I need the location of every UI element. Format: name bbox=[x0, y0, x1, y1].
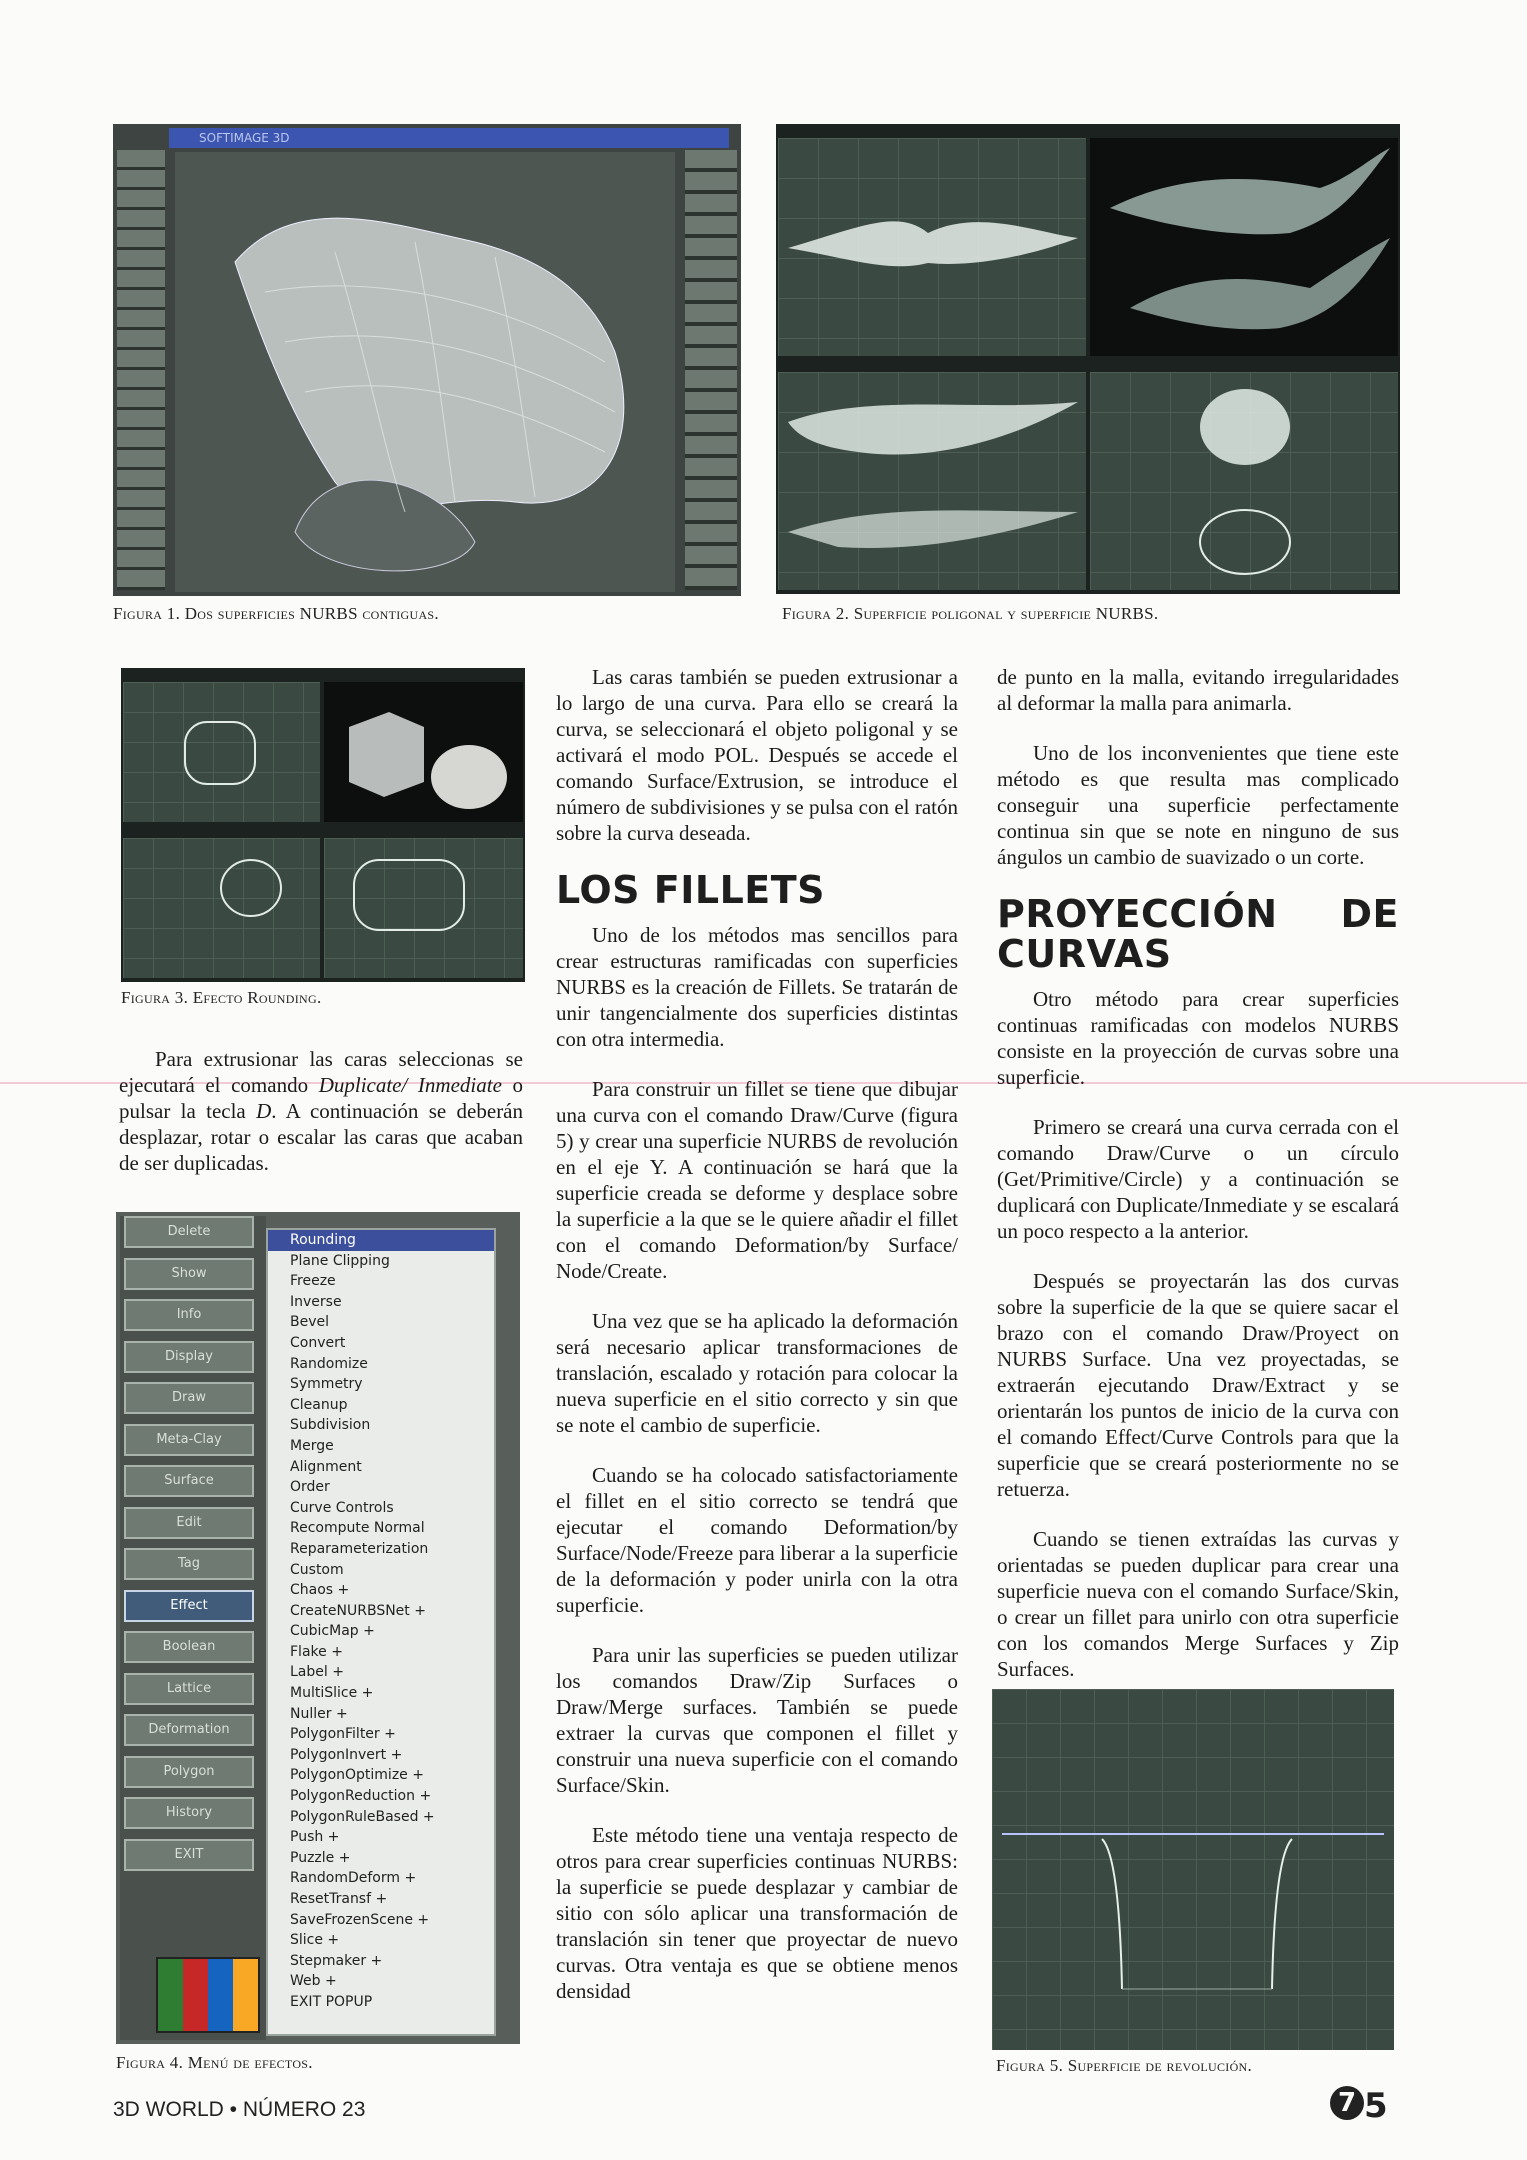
menu-button-deformation[interactable]: Deformation bbox=[124, 1714, 254, 1746]
effects-dropdown-menu bbox=[266, 1228, 496, 2036]
menu-item[interactable]: Stepmaker + bbox=[290, 1952, 383, 1969]
col1-paragraph-1: Para extrusionar las caras seleccionas se ejecutará el comando Duplicate/ Inmediate o pulsar la tecla D. A continuación se deberán desplazar, rotar o escalar las caras que acaban de ser duplicadas. bbox=[119, 1047, 524, 1175]
figure-5-caption: Figura 5. Superficie de revolución. bbox=[996, 2056, 1253, 2075]
figure-3-caption: Figura 3. Efecto Rounding. bbox=[121, 988, 322, 1007]
page-number bbox=[1330, 2086, 1388, 2126]
col3-paragraph-6: Cuando se tienen extraídas las curvas y orientadas se pueden duplicar para crear una superficie nueva con el comando Surface/Skin, o crear un fillet para unirlo con otra superficie con los comandos Merge Surfaces y Zip Surfaces. bbox=[997, 1527, 1399, 1681]
menu-button-lattice[interactable]: Lattice bbox=[124, 1673, 254, 1705]
page-number-rest: 5 bbox=[1364, 2086, 1388, 2126]
col2-paragraph-2: Uno de los métodos mas sencillos para crear estructuras ramificadas con superficies NURBS es la creación de Fillets. Se tratarán de unir tangencialmente dos superficies distintas con otra intermedia. bbox=[556, 923, 958, 1051]
rounding-viewport-3 bbox=[123, 838, 320, 978]
page-number-circled-digit: 7 bbox=[1330, 2086, 1364, 2120]
menu-item[interactable]: Custom bbox=[290, 1561, 344, 1578]
col3-paragraph-5: Después se proyectarán las dos curvas sobre la superficie de la que se quiere sacar el brazo con el comando Draw/Proyect on NURBS Surface. Una vez proyectadas, se extraerán ejecutando Draw/Extract y se orientarán los puntos de inicio de la curva con el comando Effect/Curve Controls para que la superficie que se creará posteriormente no se retuerza. bbox=[997, 1269, 1399, 1501]
menu-item[interactable]: Inverse bbox=[290, 1293, 342, 1310]
menu-item[interactable]: Push + bbox=[290, 1829, 340, 1846]
menu-item[interactable]: Randomize bbox=[290, 1355, 368, 1372]
menu-item[interactable]: Subdivision bbox=[290, 1417, 371, 1434]
menu-button-boolean[interactable]: Boolean bbox=[124, 1631, 254, 1663]
menu-button-polygon[interactable]: Polygon bbox=[124, 1756, 254, 1788]
nurbs-viewport bbox=[175, 152, 675, 592]
menu-item[interactable]: Recompute Normal bbox=[290, 1520, 425, 1537]
menu-item[interactable]: Plane Clipping bbox=[290, 1252, 390, 1269]
figure-2-image bbox=[776, 124, 1400, 594]
menu-item[interactable]: CubicMap + bbox=[290, 1623, 375, 1640]
menu-button-history[interactable]: History bbox=[124, 1797, 254, 1829]
rounding-viewport-1 bbox=[123, 682, 320, 822]
col2-paragraph-7: Este método tiene una ventaja respecto de otros para crear superficies continuas NURBS: la superficie se puede desplazar y cambiar de sitio con sólo aplicar una transformación de translación sin tener que proyectar de nuevo curvas. Otra ventaja es que se obtiene menos densidad bbox=[556, 1823, 958, 2003]
col3-paragraph-2: Uno de los inconvenientes que tiene este método es que resulta mas complicado conseguir una superficie perfectamente continua sin que se note en ninguno de sus ángulos un cambio de suavizado o un corte. bbox=[997, 741, 1399, 869]
menu-item[interactable]: RandomDeform + bbox=[290, 1870, 417, 1887]
menu-button-edit[interactable]: Edit bbox=[124, 1507, 254, 1539]
menu-button-effect[interactable]: Effect bbox=[124, 1590, 254, 1622]
menu-button-tag[interactable]: Tag bbox=[124, 1548, 254, 1580]
column-3-text bbox=[997, 664, 1399, 1706]
menu-item[interactable]: Reparameterization bbox=[290, 1540, 429, 1557]
left-toolbar bbox=[117, 150, 165, 590]
menu-item[interactable]: Alignment bbox=[290, 1458, 362, 1475]
color-palette bbox=[156, 1957, 260, 2033]
menu-item[interactable]: MultiSlice + bbox=[290, 1685, 374, 1702]
menu-item[interactable]: Chaos + bbox=[290, 1582, 350, 1599]
menu-item[interactable]: PolygonOptimize + bbox=[290, 1767, 424, 1784]
figure-2-caption: Figura 2. Superficie poligonal y superficie NURBS. bbox=[782, 604, 1159, 623]
right-toolbar bbox=[685, 150, 737, 590]
magazine-footer: 3D WORLD • NÚMERO 23 bbox=[113, 2098, 366, 2121]
figure-5-image bbox=[992, 1689, 1394, 2050]
menu-button-show[interactable]: Show bbox=[124, 1258, 254, 1290]
col3-paragraph-4: Primero se creará una curva cerrada con el comando Draw/Curve o un círculo (Get/Primitive/Circle) y a continuación se duplicará con Duplicate/Inmediate y se escalará un poco respecto a la anterior. bbox=[997, 1115, 1399, 1243]
viewport-top-right bbox=[1090, 138, 1398, 356]
menu-item[interactable]: Convert bbox=[290, 1334, 346, 1351]
menu-item[interactable]: Rounding bbox=[268, 1230, 494, 1251]
menu-item[interactable]: Merge bbox=[290, 1437, 334, 1454]
menu-button-delete[interactable]: Delete bbox=[124, 1216, 254, 1248]
menu-button-surface[interactable]: Surface bbox=[124, 1465, 254, 1497]
col2-paragraph-6: Para unir las superficies se pueden utilizar los comandos Draw/Zip Surfaces o Draw/Merge surfaces. También se puede extraer la curvas que componen el fillet y construir una nueva superficie con el comando Surface/Skin. bbox=[556, 1643, 958, 1797]
menu-item[interactable]: Freeze bbox=[290, 1273, 336, 1290]
col2-paragraph-1: Las caras también se pueden extrusionar a lo largo de una curva. Para ello se creará la curva, se seleccionará el objeto poligonal y se activará el modo POL. Después se accede el comando Surface/Extrusion, se introduce el número de subdivisiones y se pulsa con el ratón sobre la curva deseada. bbox=[556, 665, 958, 845]
heading-proyeccion-de-curvas: PROYECCIÓN DE CURVAS bbox=[997, 892, 1399, 976]
menu-item[interactable]: Symmetry bbox=[290, 1376, 363, 1393]
figure-1-caption: Figura 1. Dos superficies NURBS contiguas. bbox=[113, 604, 439, 623]
softimage-title-bar: SOFTIMAGE 3D bbox=[169, 128, 729, 148]
menu-button-display[interactable]: Display bbox=[124, 1341, 254, 1373]
col2-paragraph-4: Una vez que se ha aplicado la deformación será necesario aplicar transformaciones de translación, escalado y rotación para colocar la nueva superficie en el sitio correcto y sin que se note el cambio de superficie. bbox=[556, 1309, 958, 1437]
menu-item[interactable]: Bevel bbox=[290, 1314, 330, 1331]
col2-paragraph-3: Para construir un fillet se tiene que dibujar una curva con el comando Draw/Curve (figura 5) y crear una superficie NURBS de revolución en el eje Y. A continuación se hará que la superficie creada se deforme y desplace sobre la superficie a la que se le quiere añadir el fillet con el comando Deformation/by Surface/ Node/Create. bbox=[556, 1077, 958, 1283]
menu-item[interactable]: PolygonReduction + bbox=[290, 1788, 432, 1805]
rounding-viewport-4 bbox=[324, 838, 523, 978]
menu-item[interactable]: CreateNURBSNet + bbox=[290, 1602, 426, 1619]
col3-paragraph-3: Otro método para crear superficies continuas ramificadas con modelos NURBS consiste en la proyección de curvas sobre una superficie. bbox=[997, 987, 1399, 1089]
menu-item[interactable]: Curve Controls bbox=[290, 1499, 394, 1516]
col3-paragraph-1: de punto en la malla, evitando irregularidades al deformar la malla para animarla. bbox=[997, 665, 1399, 715]
menu-item[interactable]: Web + bbox=[290, 1973, 337, 1990]
rounding-viewport-2 bbox=[324, 682, 523, 822]
figure-4-caption: Figura 4. Menú de efectos. bbox=[116, 2053, 313, 2072]
menu-item[interactable]: Flake + bbox=[290, 1643, 343, 1660]
viewport-top-left bbox=[778, 138, 1086, 356]
menu-button-exit[interactable]: EXIT bbox=[124, 1839, 254, 1871]
col2-paragraph-5: Cuando se ha colocado satisfactoriamente el fillet en el sitio correcto se tendrá que ejecutar el comando Deformation/by Surface/Node/Freeze para liberar a la superficie de la deformación y poder unirla con la otra superficie. bbox=[556, 1463, 958, 1617]
viewport-bottom-right bbox=[1090, 372, 1398, 590]
menu-item[interactable]: EXIT POPUP bbox=[290, 1993, 373, 2010]
revolution-surface-curves bbox=[992, 1689, 1394, 2050]
menu-item[interactable]: PolygonInvert + bbox=[290, 1746, 403, 1763]
heading-los-fillets: LOS FILLETS bbox=[556, 868, 826, 912]
menu-button-draw[interactable]: Draw bbox=[124, 1382, 254, 1414]
menu-item[interactable]: ResetTransf + bbox=[290, 1891, 388, 1907]
menu-item[interactable]: PolygonFilter + bbox=[290, 1726, 396, 1743]
menu-item[interactable]: Slice + bbox=[290, 1932, 340, 1949]
menu-item[interactable]: Puzzle + bbox=[290, 1849, 351, 1866]
menu-item[interactable]: Cleanup bbox=[290, 1396, 348, 1413]
menu-item[interactable]: Order bbox=[290, 1479, 330, 1496]
figure-1-image bbox=[113, 124, 741, 596]
menu-item[interactable]: Label + bbox=[290, 1664, 344, 1681]
column-1-text bbox=[119, 1046, 523, 1200]
viewport-bottom-left bbox=[778, 372, 1086, 590]
figure-3-image bbox=[121, 668, 525, 982]
menu-item[interactable]: Nuller + bbox=[290, 1705, 348, 1722]
menu-button-meta-clay[interactable]: Meta-Clay bbox=[124, 1424, 254, 1456]
menu-item[interactable]: SaveFrozenScene + bbox=[290, 1911, 430, 1928]
column-2-text bbox=[556, 664, 958, 2028]
menu-item[interactable]: PolygonRuleBased + bbox=[290, 1808, 435, 1825]
menu-button-info[interactable]: Info bbox=[124, 1299, 254, 1331]
